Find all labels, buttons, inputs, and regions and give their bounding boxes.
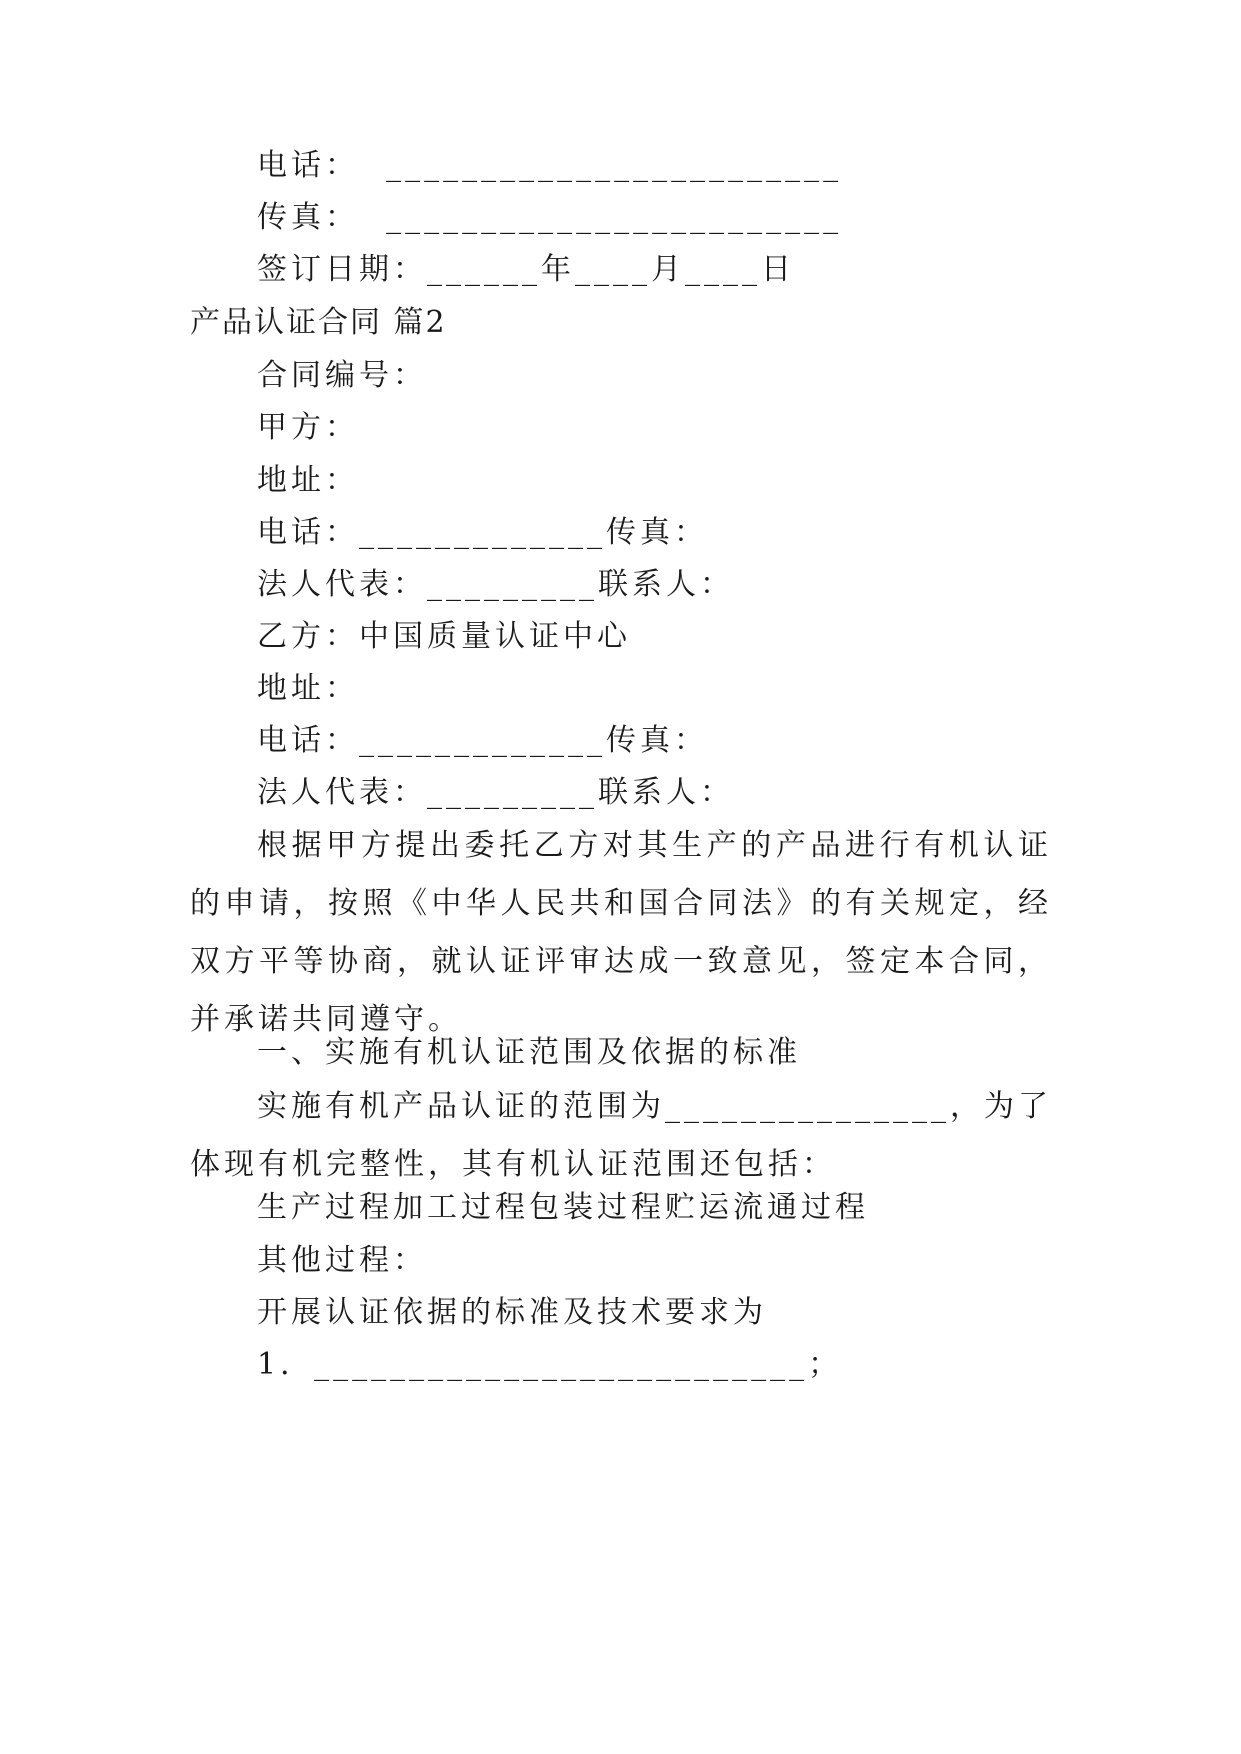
party-b-address-line: 地址： (257, 671, 359, 706)
other-process-line: 其他过程： (257, 1243, 427, 1278)
signing-date-line: 签订日期：______年____月____日 (257, 252, 795, 287)
fax-line: 传真： ________________________ (257, 200, 843, 235)
party-b-line: 乙方：中国质量认证中心 (257, 619, 631, 654)
party-a-address-line: 地址： (257, 463, 359, 498)
processes-line: 生产过程加工过程包装过程贮运流通过程 (257, 1190, 869, 1225)
party-a-tel-fax-line: 电话：_____________传真： (257, 515, 708, 550)
standards-intro-line: 开展认证依据的标准及技术要求为 (257, 1295, 767, 1330)
clause-1-title: 一、实施有机认证范围及依据的标准 (257, 1035, 801, 1070)
telephone-line: 电话： ________________________ (257, 148, 843, 183)
party-b-legal-rep-line: 法人代表：_________联系人： (257, 775, 734, 810)
party-b-tel-fax-line: 电话：_____________传真： (257, 723, 708, 758)
party-a-line: 甲方： (257, 410, 359, 445)
standard-item-1: 1．__________________________； (257, 1347, 843, 1382)
intro-paragraph: 根据甲方提出委托乙方对其生产的产品进行有机认证的申请，按照《中华人民共和国合同法》的有关规定，经双方平等协商，就认证评审达成一致意见，签定本合同，并承诺共同遵守。 (190, 828, 1052, 1037)
section-title: 产品认证合同 篇2 (190, 305, 447, 340)
contract-number-line: 合同编号： (257, 358, 427, 393)
party-a-legal-rep-line: 法人代表：_________联系人： (257, 567, 734, 602)
scope-paragraph: 实施有机产品认证的范围为_______________，为了体现有机完整性，其有机认证范围还包括： (190, 1089, 1052, 1182)
